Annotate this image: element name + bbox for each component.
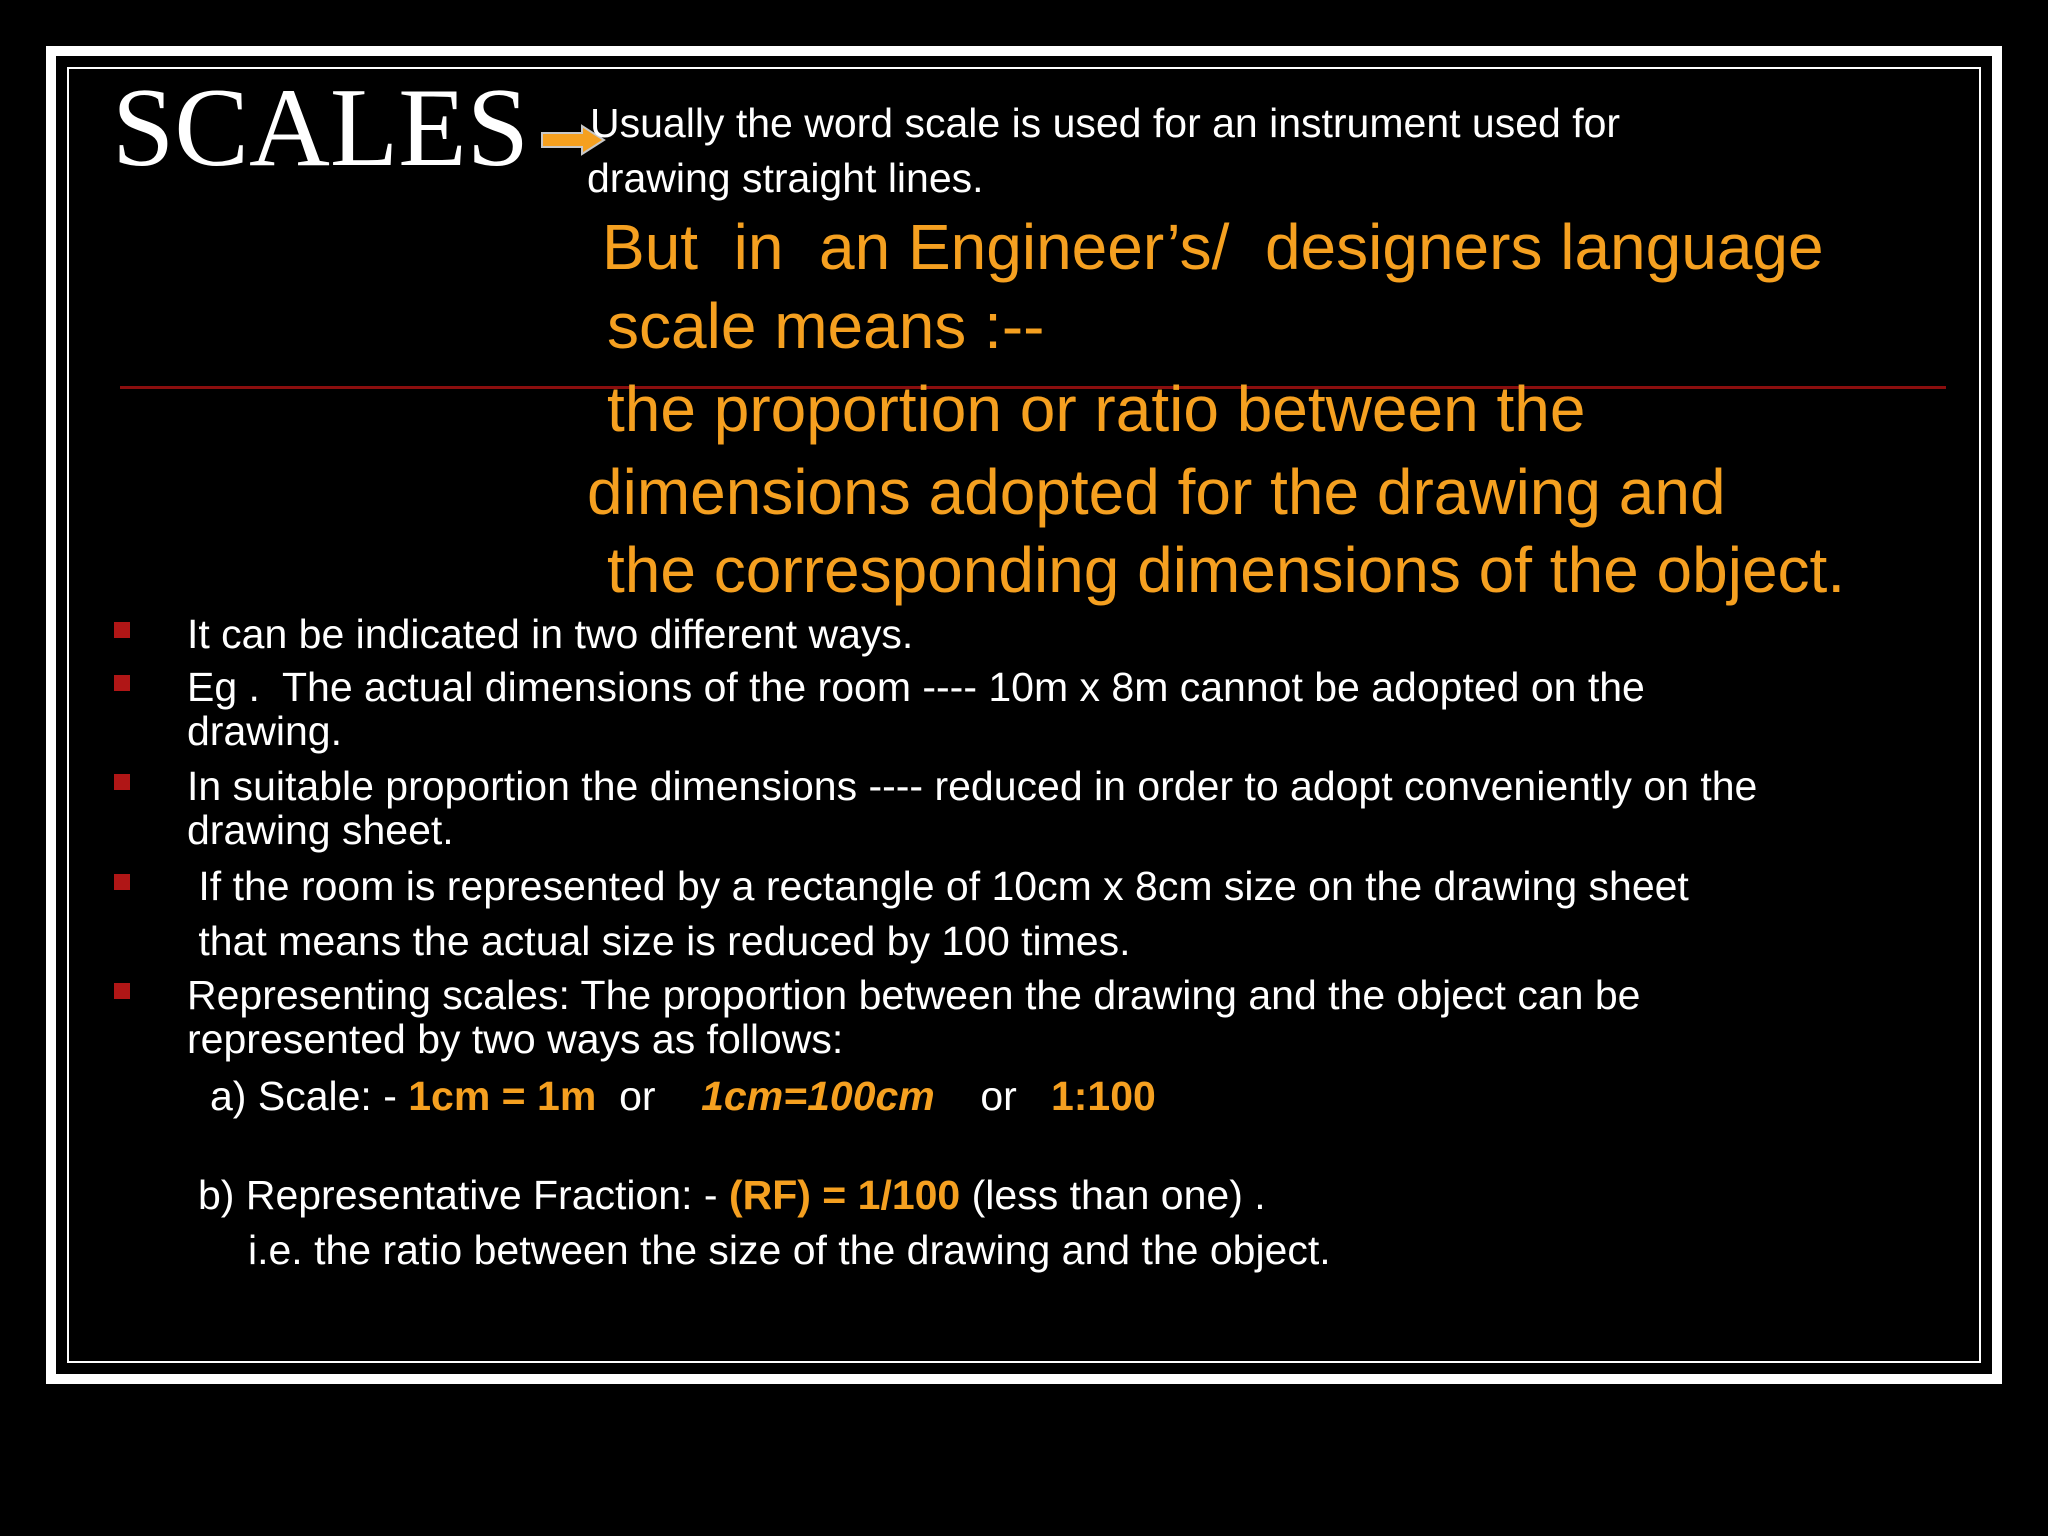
intro-line-2: drawing straight lines. — [587, 155, 984, 201]
rf-value: (RF) = 1/100 — [728, 1172, 961, 1218]
scale-value-1: 1cm = 1m — [408, 1073, 597, 1119]
scale-value-3: 1:100 — [1050, 1073, 1156, 1119]
scale-or-1: or — [596, 1073, 702, 1119]
rf-example-line — [198, 1172, 1266, 1218]
bullet-line: If the room is represented by a rectangle of 10cm x 8cm size on the drawing sheet — [187, 863, 1689, 909]
definition-line-3: the proportion or ratio between the — [607, 373, 1586, 445]
definition-line-2: scale means :-- — [607, 290, 1045, 362]
scale-prefix: a) Scale: - — [210, 1073, 409, 1119]
bullet-line: that means the actual size is reduced by 100 times. — [187, 918, 1131, 964]
bullet-line: It can be indicated in two different ways. — [187, 611, 914, 657]
scale-or-2: or — [934, 1073, 1051, 1119]
rf-suffix: (less than one) . — [960, 1172, 1266, 1218]
intro-line-1: Usually the word scale is used for an instrument used for — [590, 100, 1621, 146]
bullet-square-icon — [114, 622, 130, 638]
bullet-square-icon — [114, 774, 130, 790]
bullet-square-icon — [114, 675, 130, 691]
bullet-line: represented by two ways as follows: — [187, 1016, 844, 1062]
scale-value-2: 1cm=100cm — [701, 1073, 935, 1119]
bullet-line: drawing. — [187, 708, 342, 754]
bullet-line: Representing scales: The proportion between the drawing and the object can be — [187, 972, 1641, 1018]
definition-line-5: the corresponding dimensions of the object. — [607, 534, 1846, 606]
bullet-line: In suitable proportion the dimensions ---- reduced in order to adopt conveniently on the — [187, 763, 1758, 809]
scale-example-line — [210, 1073, 1156, 1119]
ie-explanation-line: i.e. the ratio between the size of the drawing and the object. — [248, 1227, 1331, 1273]
definition-line-1: But in an Engineer’s/ designers language — [602, 211, 1824, 283]
slide-title: SCALES — [112, 66, 529, 190]
intro-text — [587, 96, 1790, 206]
definition-line-4: dimensions adopted for the drawing and — [587, 456, 1726, 528]
bullet-line: Eg . The actual dimensions of the room ---- 10m x 8m cannot be adopted on the — [187, 664, 1645, 710]
bullet-square-icon — [114, 983, 130, 999]
bullet-square-icon — [114, 874, 130, 890]
rf-prefix: b) Representative Fraction: - — [198, 1172, 729, 1218]
bullet-line: drawing sheet. — [187, 807, 454, 853]
